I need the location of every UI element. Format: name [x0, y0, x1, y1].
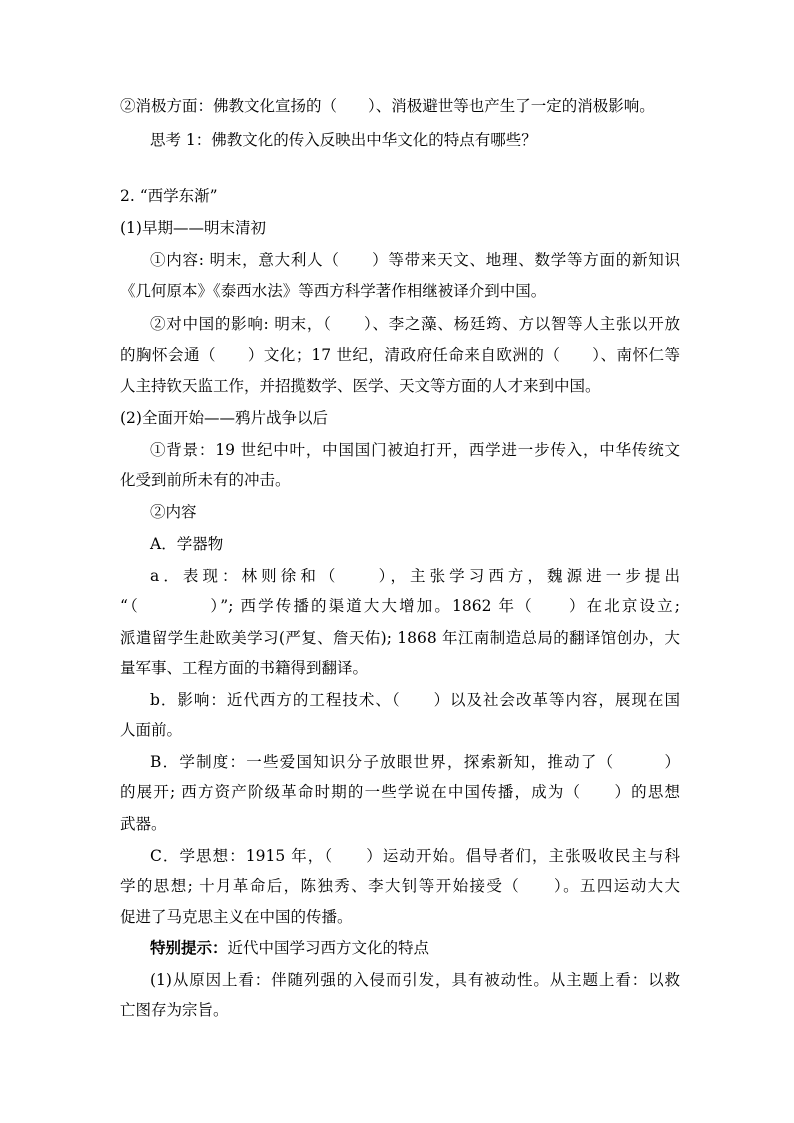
text-line: b．影响：近代西方的工程技术、（ ）以及社会改革等内容，展现在国: [150, 691, 680, 709]
text-line: 的胸怀会通（ ）文化；17 世纪，清政府任命来自欧洲的（ ）、南怀仁等: [120, 346, 680, 364]
text-line: 思考 1：佛教文化的传入反映出中华文化的特点有哪些？: [150, 131, 537, 149]
text-line: 亡图存为宗旨。: [120, 1001, 229, 1019]
text-line: (1)从原因上看：伴随列强的入侵而引发，具有被动性。从主题上看：以救: [150, 971, 680, 989]
text-line: A．学器物: [150, 535, 224, 553]
text-line: 的展开; 西方资产阶级革命时期的一些学说在中国传播，成为（ ）的思想: [120, 783, 680, 801]
text-line: ②对中国的影响: 明末，（ ）、李之藻、杨廷筠、方以智等人主张以开放: [150, 315, 680, 333]
text-line: 武器。: [120, 815, 167, 833]
text-line: ①背景：19 世纪中叶，中国国门被迫打开，西学进一步传入，中华传统文: [150, 441, 680, 459]
text-line: 人面前。: [120, 721, 183, 739]
tip-label: 特别提示：: [150, 938, 228, 957]
text-line: 学的思想; 十月革命后，陈独秀、李大钊等开始接受（ ）。五四运动大大: [120, 877, 680, 895]
text-line: 派遣留学生赴欧美学习(严复、詹天佑); 1868 年江南制造总局的翻译馆创办，大: [120, 629, 680, 647]
text-line: B．学制度：一些爱国知识分子放眼世界，探索新知，推动了（ ）: [150, 753, 680, 771]
text-line: a．表现：林则徐和（ ），主张学习西方，魏源进一步提出: [150, 567, 680, 585]
text-line: “（ ）”; 西学传播的渠道大大增加。1862 年（ ）在北京设立;: [120, 597, 680, 615]
section-heading: 2. “西学东渐”: [120, 187, 218, 205]
text-line: C．学思想：1915 年，（ ）运动开始。倡导者们，主张吸收民主与科: [150, 847, 680, 865]
tip-text: 近代中国学习西方文化的特点: [227, 939, 430, 957]
text-line: 促进了马克思主义在中国的传播。: [120, 908, 353, 926]
tip-line: [150, 938, 680, 958]
text-line: 人主持钦天监工作，并招揽数学、医学、天文等方面的人才来到中国。: [120, 377, 601, 395]
text-line: ①内容: 明末，意大利人（ ）等带来天文、地理、数学等方面的新知识: [150, 251, 680, 269]
text-line: 量军事、工程方面的书籍得到翻译。: [120, 659, 369, 677]
text-line: ②消极方面：佛教文化宣扬的（ ）、消极避世等也产生了一定的消极影响。: [120, 97, 655, 115]
text-line: 《几何原本》《泰西水法》等西方科学著作相继被译介到中国。: [120, 282, 547, 300]
subsection-heading: (1)早期——明末清初: [120, 219, 266, 237]
subsection-heading: (2)全面开始——鸦片战争以后: [120, 409, 328, 427]
text-line: ②内容: [150, 503, 197, 521]
text-line: 化受到前所未有的冲击。: [120, 471, 291, 489]
